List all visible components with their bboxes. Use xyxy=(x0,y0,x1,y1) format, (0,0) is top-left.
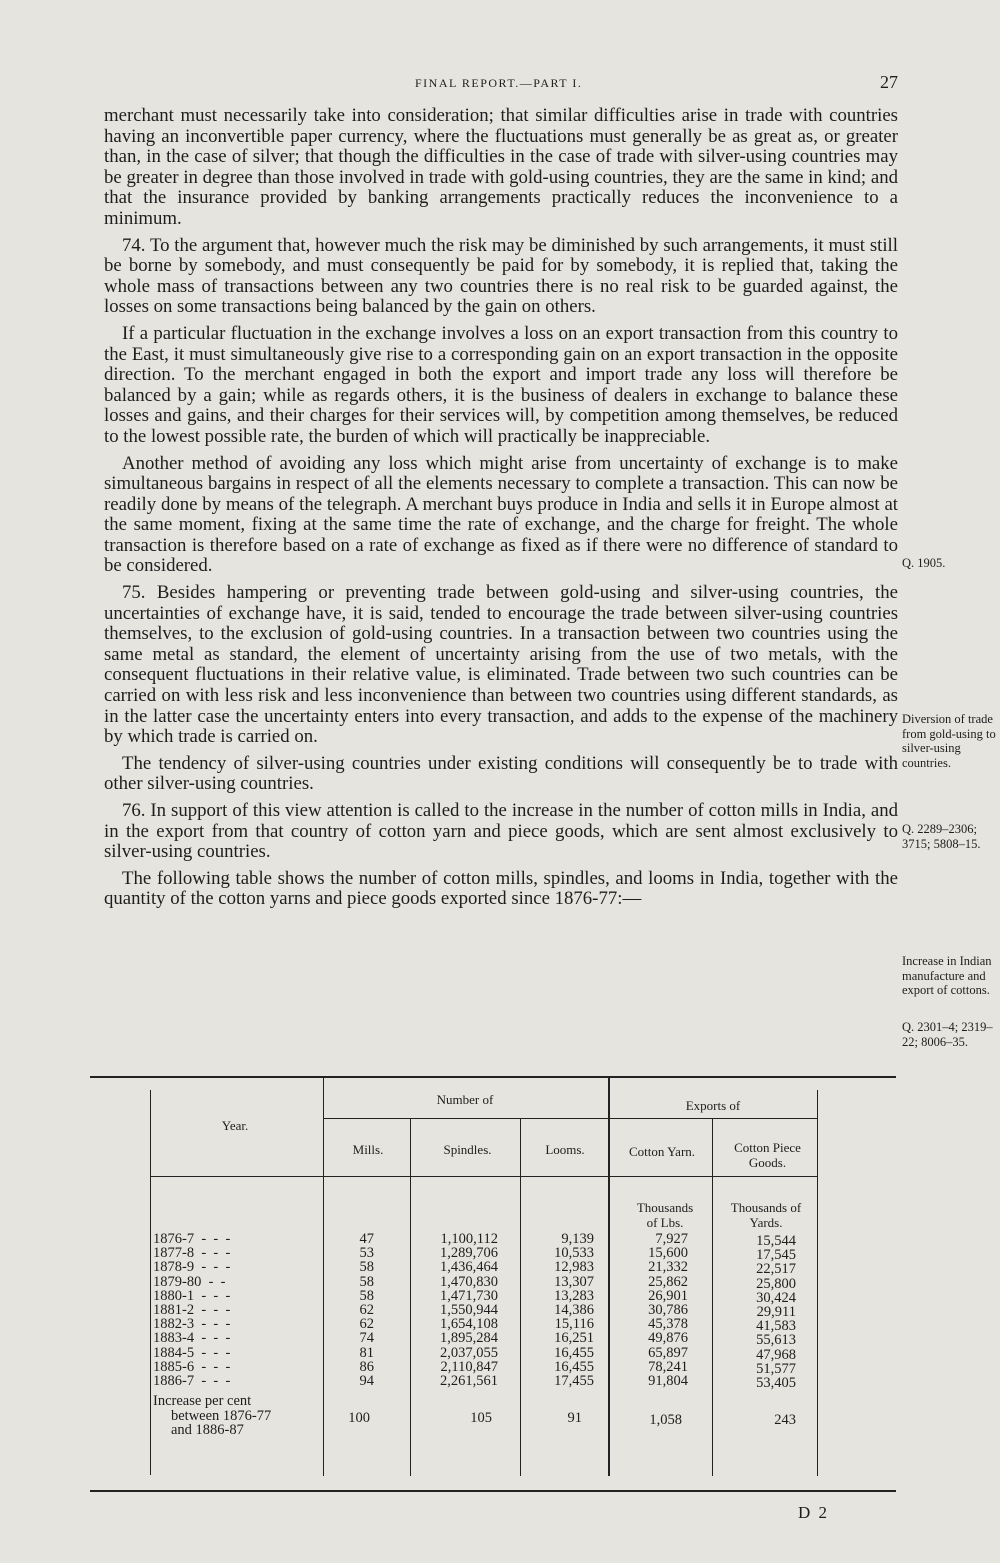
year-cell: 1881-2 - - - xyxy=(153,1302,231,1319)
table-vrule xyxy=(520,1118,521,1476)
paragraph-75: 75. Besides hampering or preventing trade between gold-using and silver-using countries, the uncertainties of exchange have, it is said, tended to encourage the trade between silver-using countries themselves, to the exclusion of gold-using countries. In a transaction between two countries using the same metal as standard, the element of uncertainty arising from the use of two metals, with the consequent fluctuations in their relative value, is eliminated. Trade between two such countries can be carried on with less risk and less inconvenience than between two countries using different standards, as in the latter case the uncertainty enters into every transaction, and adds to the expense of the machinery by which trade is carried on. xyxy=(104,582,898,748)
yarn-cell: 49,876 xyxy=(648,1330,688,1347)
piece-goods-cell: 15,544 xyxy=(756,1233,796,1249)
margin-note-q2301: Q. 2301–4; 2319–22; 8006–35. xyxy=(902,1020,993,1049)
mills-cell: 81 xyxy=(359,1344,374,1361)
header-cotton-piece-goods: Cotton Piece Goods. xyxy=(734,1140,801,1170)
paragraph-74: 74. To the argument that, however much the risk may be diminished by such arrangements, it must still be borne by somebody, and must consequently be paid for by somebody, it is replied that, taking the whole mass of transactions between any two countries there is no real risk to be guarded against, the losses on some transactions being balanced by the gain on others. xyxy=(104,234,898,318)
margin-note-q1905: Q. 1905. xyxy=(902,556,946,570)
header-number-of: Number of xyxy=(436,1092,494,1107)
increase-piece-goods: 243 xyxy=(774,1412,796,1428)
table-vrule xyxy=(150,1090,151,1475)
year-column xyxy=(153,1232,323,1388)
increase-yarn: 1,058 xyxy=(649,1412,682,1428)
mills-cell: 62 xyxy=(359,1316,374,1333)
yarn-cell: 15,600 xyxy=(648,1245,688,1262)
table-hrule xyxy=(323,1118,608,1119)
looms-cell: 16,455 xyxy=(554,1358,594,1375)
mills-cell: 58 xyxy=(359,1273,374,1290)
margin-note-increase: Increase in Indian manufacture and export of cottons. xyxy=(902,954,992,997)
year-cell: 1883-4 - - - xyxy=(153,1330,231,1347)
increase-spindles: 105 xyxy=(470,1410,492,1426)
piece-goods-cell: 17,545 xyxy=(756,1247,796,1264)
table-top-rule xyxy=(90,1076,896,1078)
spindles-cell: 1,470,830 xyxy=(440,1273,498,1290)
piece-goods-cell: 53,405 xyxy=(756,1374,796,1391)
looms-cell: 17,455 xyxy=(554,1372,594,1389)
piece-goods-cell: 25,800 xyxy=(756,1275,796,1292)
yarn-cell: 21,332 xyxy=(648,1259,688,1276)
yarn-column xyxy=(612,1232,688,1388)
paragraph: The following table shows the number of cotton mills, spindles, and looms in India, together with the quantity of the cotton yarns and piece goods exported since 1876-77:— xyxy=(104,867,898,910)
margin-note-diversion: Diversion of trade from gold-using to silver-using countries. xyxy=(902,712,996,770)
year-cell: 1877-8 - - - xyxy=(153,1245,231,1262)
paragraph: If a particular fluctuation in the exchange involves a loss on an export transaction from this country to the East, it must simultaneously give rise to a corresponding gain on an export transaction in the opposite direction. To the merchant engaged in both the export and import trade any loss will therefore be balanced by a gain; while as regards others, it is the business of dealers in exchange to balance these losses and gains, and their charges for their services will, by competition among themselves, be reduced to the lowest possible rate, the burden of which will practically be inappreciable. xyxy=(104,322,898,447)
signature-mark: D 2 xyxy=(798,1503,830,1522)
page-header xyxy=(0,68,1000,98)
table-hrule xyxy=(608,1118,817,1119)
table-bottom-rule xyxy=(90,1490,896,1492)
mills-cell: 94 xyxy=(359,1372,374,1389)
looms-cell: 16,455 xyxy=(554,1344,594,1361)
year-cell: 1885-6 - - - xyxy=(153,1358,231,1375)
piece-goods-cell: 22,517 xyxy=(756,1261,796,1278)
mills-column xyxy=(326,1232,374,1388)
increase-label-line: between 1876-77 xyxy=(171,1407,272,1424)
looms-cell: 12,983 xyxy=(554,1259,594,1276)
year-cell: 1879-80 - - xyxy=(153,1273,226,1290)
piece-goods-cell: 30,424 xyxy=(756,1289,796,1306)
yarn-cell: 7,927 xyxy=(655,1231,688,1247)
spindles-column xyxy=(412,1232,498,1388)
looms-cell: 14,386 xyxy=(554,1301,594,1318)
page-number: 27 xyxy=(880,72,898,92)
yarn-cell: 91,804 xyxy=(648,1372,688,1389)
year-cell: 1876-7 - - - xyxy=(153,1231,231,1247)
looms-cell: 16,251 xyxy=(554,1330,594,1347)
paragraph: Another method of avoiding any loss which might arise from uncertainty of exchange is to make simultaneous bargains in respect of all the elements necessary to complete a transaction. This can now be readily done by means of the telegraph. A merchant buys produce in India and sells it in Europe almost at the same moment, fixing at the same time the rate of exchange, and the charge for freight. The whole transaction is therefore based on a rate of exchange as fixed as if there were no difference of standard to be considered. xyxy=(104,452,898,577)
spindles-cell: 1,100,112 xyxy=(440,1231,498,1247)
looms-cell: 9,139 xyxy=(561,1231,594,1247)
paragraph: The tendency of silver-using countries under existing conditions will consequently be to trade with other silver-using countries. xyxy=(104,752,898,795)
looms-cell: 13,283 xyxy=(554,1287,594,1304)
spindles-cell: 1,436,464 xyxy=(440,1259,498,1276)
header-cotton-yarn: Cotton Yarn. xyxy=(628,1144,696,1159)
header-exports-of: Exports of xyxy=(685,1098,741,1113)
spindles-cell: 1,895,284 xyxy=(440,1330,498,1347)
table-vrule xyxy=(712,1118,713,1476)
mills-cell: 74 xyxy=(359,1330,374,1347)
yarn-cell: 25,862 xyxy=(648,1273,688,1290)
spindles-cell: 1,654,108 xyxy=(440,1316,498,1333)
cotton-mills-table xyxy=(90,1076,900,1492)
increase-label-line: and 1886-87 xyxy=(171,1422,244,1438)
year-cell: 1882-3 - - - xyxy=(153,1316,231,1333)
unit-thousands-yards: Thousands of Yards. xyxy=(730,1200,802,1230)
piece-goods-cell: 29,911 xyxy=(756,1303,796,1320)
year-cell: 1880-1 - - - xyxy=(153,1287,231,1304)
piece-goods-cell: 41,583 xyxy=(756,1318,796,1335)
spindles-cell: 1,471,730 xyxy=(440,1287,498,1304)
body-text xyxy=(104,106,898,916)
year-cell: 1878-9 - - - xyxy=(153,1259,231,1276)
yarn-cell: 78,241 xyxy=(648,1358,688,1375)
table-hrule xyxy=(150,1176,817,1177)
header-mills: Mills. xyxy=(352,1142,384,1157)
year-cell: 1886-7 - - - xyxy=(153,1373,231,1390)
yarn-cell: 30,786 xyxy=(648,1301,688,1318)
mills-cell: 58 xyxy=(359,1287,374,1304)
table-vrule xyxy=(608,1076,610,1476)
increase-label-line: Increase per cent xyxy=(153,1393,252,1409)
spindles-cell: 2,261,561 xyxy=(440,1372,498,1389)
looms-column xyxy=(522,1232,594,1388)
piece-goods-cell: 55,613 xyxy=(756,1332,796,1349)
mills-cell: 58 xyxy=(359,1259,374,1276)
table-vrule xyxy=(817,1090,818,1476)
spindles-cell: 2,037,055 xyxy=(440,1344,498,1361)
looms-cell: 10,533 xyxy=(554,1245,594,1262)
header-year: Year. xyxy=(221,1118,249,1133)
piece-goods-cell: 47,968 xyxy=(756,1346,796,1363)
looms-cell: 15,116 xyxy=(554,1316,594,1333)
increase-looms: 91 xyxy=(567,1410,582,1426)
mills-cell: 86 xyxy=(359,1358,374,1375)
mills-cell: 53 xyxy=(359,1245,374,1262)
margin-note-q2289: Q. 2289–2306; 3715; 5808–15. xyxy=(902,822,981,851)
table-vrule xyxy=(323,1076,324,1476)
mills-cell: 62 xyxy=(359,1301,374,1318)
header-spindles: Spindles. xyxy=(443,1142,492,1157)
yarn-cell: 26,901 xyxy=(648,1287,688,1304)
piece-goods-cell: 51,577 xyxy=(756,1360,796,1377)
increase-label xyxy=(153,1394,313,1438)
spindles-cell: 1,289,706 xyxy=(440,1245,498,1262)
piece-goods-column xyxy=(718,1234,796,1390)
spindles-cell: 2,110,847 xyxy=(440,1358,498,1375)
paragraph: merchant must necessarily take into consideration; that similar difficulties arise in trade with countries having an inconvertible paper currency, where the fluctuations must generally be as great as, or greater than, in the case of silver; that though the difficulties in the case of trade with silver-using countries may be greater in degree than those involved in trade with gold-using countries, they are the same in kind; and that the insurance provided by banking arrangements practically reduces the inconvenience to a minimum. xyxy=(104,105,898,229)
yarn-cell: 65,897 xyxy=(648,1344,688,1361)
running-title: FINAL REPORT.—PART I. xyxy=(415,76,583,90)
table-vrule xyxy=(410,1118,411,1476)
header-looms: Looms. xyxy=(545,1142,585,1157)
yarn-cell: 45,378 xyxy=(648,1316,688,1333)
spindles-cell: 1,550,944 xyxy=(440,1301,498,1318)
increase-mills: 100 xyxy=(348,1410,370,1426)
mills-cell: 47 xyxy=(359,1231,374,1247)
paragraph-76: 76. In support of this view attention is called to the increase in the number of cotton mills in India, and in the export from that country of cotton yarn and piece goods, which are sent almost exclusively to silver-using countries. xyxy=(104,800,898,863)
year-cell: 1884-5 - - - xyxy=(153,1344,231,1361)
unit-thousands-lbs: Thousands of Lbs. xyxy=(636,1200,694,1230)
looms-cell: 13,307 xyxy=(554,1273,594,1290)
